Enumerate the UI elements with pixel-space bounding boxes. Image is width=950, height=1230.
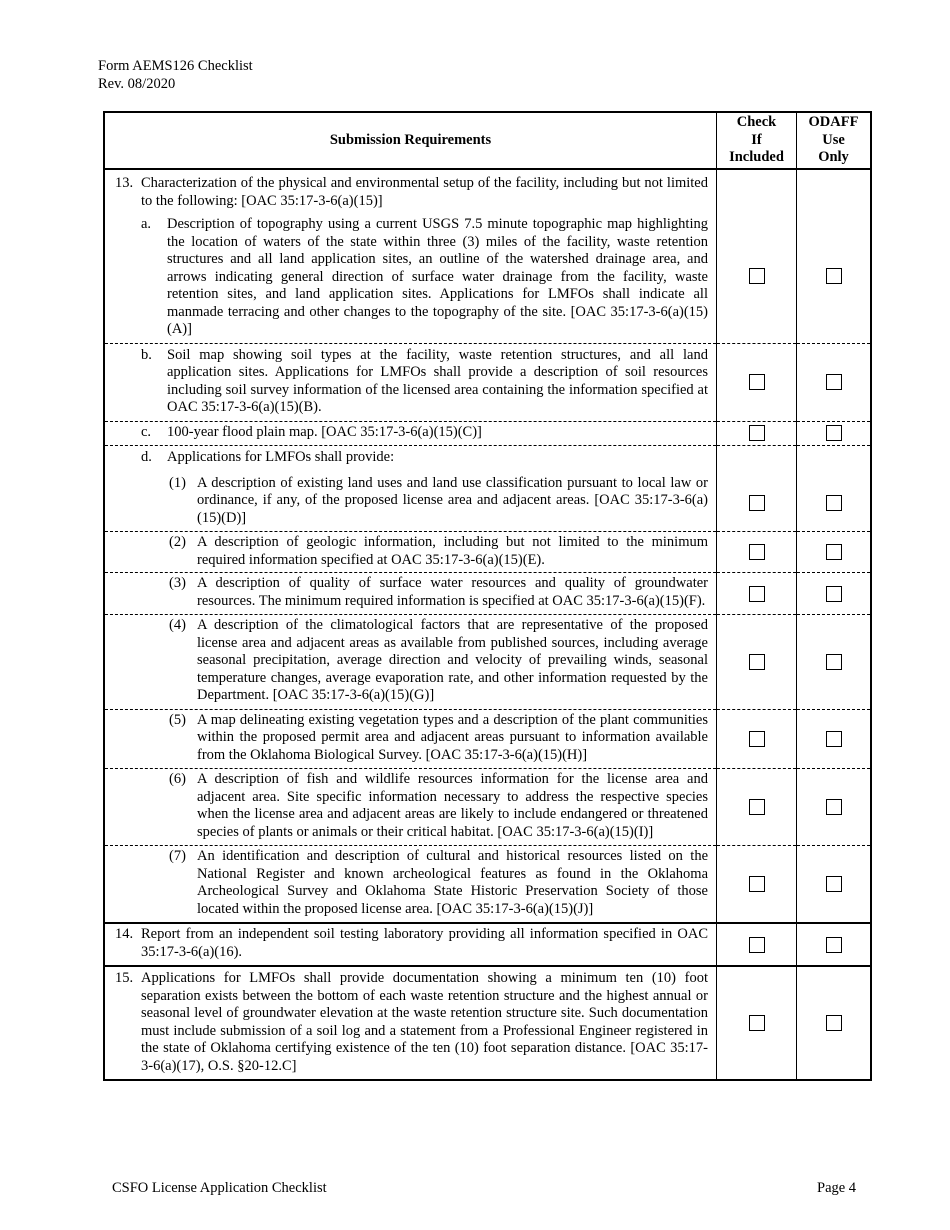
odaff-13d1-checkbox[interactable] [826,495,842,511]
footer-title: CSFO License Application Checklist [112,1180,327,1196]
check-included-13a-checkbox[interactable] [749,268,765,284]
odaff-13d3-checkbox[interactable] [826,586,842,602]
item-13d-4: (4) A description of the climatological factors that are representative of the proposed license area and adjacent areas as available from published sources, including average seasonal precipitation, average direction and velocity of prevailing winds, seasonal temperature changes, average evaporation rate, and other information requested by the Department. [OAC 35:17-3-6(a)(15)(G)] [169,617,708,703]
item-13d-5: (5) A map delineating existing vegetation types and a description of the plant communities within the proposed permit area and adjacent areas pursuant to information available from the Oklahoma Biological Survey. [OAC 35:17-3-6(a)(15)(H)] [169,711,708,763]
check-included-13d5-checkbox[interactable] [749,731,765,747]
item-13d: d. Applications for LMFOs shall provide: [141,449,395,465]
odaff-13d6-checkbox[interactable] [826,799,842,815]
table-row [104,169,871,343]
check-included-13d6-checkbox[interactable] [749,799,765,815]
item-13: 13. Characterization of the physical and environmental setup of the facility, including but not limited to the following: [OAC 35:17-3-6(a)(15)] [115,175,708,209]
check-included-15-checkbox[interactable] [749,1015,765,1031]
odaff-13a-checkbox[interactable] [826,268,842,284]
table-row [104,846,871,924]
item-14: 14. Report from an independent soil testing laboratory providing all information specified in OAC 35:17-3-6(a)(16). [115,926,708,960]
form-id: Form AEMS126 Checklist [98,58,253,74]
item-13d-7: (7) An identification and description of cultural and historical resources listed on the National Register and known archeological features as found in the Oklahoma Archeological Survey and Oklahoma State Historic Preservation Society of those located within the proposed license area. [OAC 35:17-3-6(a)(15)(J)] [169,848,708,917]
item-13d-2: (2) A description of geologic information, including but not limited to the minimum required information specified at OAC 35:17-3-6(a)(15)(E). [169,534,708,568]
item-13d-6: (6) A description of fish and wildlife resources information for the license area and adjacent area. Site specific information necessary to address the respective species when the license area and adjacent areas are likely to include endangered or threatened species of plants or animals or their critical habitat. [OAC 35:17-3-6(a)(15)(I)] [169,771,708,840]
odaff-13d7-checkbox[interactable] [826,876,842,892]
check-included-13d3-checkbox[interactable] [749,586,765,602]
table-row [104,343,871,421]
table-row [104,532,871,573]
page-number: Page 4 [817,1180,857,1196]
check-included-13d4-checkbox[interactable] [749,654,765,670]
check-included-13d1-checkbox[interactable] [749,495,765,511]
check-included-13c-checkbox[interactable] [749,425,765,441]
table-row [104,709,871,769]
table-row [104,966,871,1080]
odaff-13d4-checkbox[interactable] [826,654,842,670]
check-if-included-header: Check If Included [717,112,797,169]
item-13d-3: (3) A description of quality of surface water resources and quality of groundwater resources. The minimum required information is specified at OAC 35:17-3-6(a)(15)(F). [169,575,708,609]
item-13c: c. 100-year flood plain map. [OAC 35:17-3-6(a)(15)(C)] [141,423,482,440]
item-13d-1: (1) A description of existing land uses and land use classification pursuant to local law or ordinance, if any, of the proposed license area and adjacent areas. [OAC 35:17-3-6(a)(15)(D)] [169,474,708,526]
table-row [104,421,871,446]
odaff-14-checkbox[interactable] [826,937,842,953]
item-13b: b. Soil map showing soil types at the facility, waste retention structures, and all land application sites. Applications for LMFOs shall provide a description of soil resources including soil survey information of the licensed area containing the information specified at OAC 35:17-3-6(a)(15)(B). [141,346,708,415]
table-row [104,573,871,615]
table-header-row [104,112,871,169]
form-revision: Rev. 08/2020 [98,76,176,92]
requirements-table [103,111,872,1081]
check-included-13d7-checkbox[interactable] [749,876,765,892]
odaff-13b-checkbox[interactable] [826,374,842,390]
check-included-13b-checkbox[interactable] [749,374,765,390]
odaff-15-checkbox[interactable] [826,1015,842,1031]
table-row [104,446,871,532]
form-header [98,57,253,93]
table-row [104,615,871,710]
odaff-13d2-checkbox[interactable] [826,544,842,560]
odaff-13d5-checkbox[interactable] [826,731,842,747]
item-15: 15. Applications for LMFOs shall provide documentation showing a minimum ten (10) foot separation exists between the bottom of each waste retention structure and the highest annual or seasonal level of groundwater elevation at the waste retention structure site. Such documentation must include submission of a soil log and a statement from a Professional Engineer registered in the state of Oklahoma certifying existence of the ten (10) foot separation distance. [OAC 35:17-3-6(a)(17), O.S. §20-12.C] [115,970,708,1074]
check-included-14-checkbox[interactable] [749,937,765,953]
check-included-13d2-checkbox[interactable] [749,544,765,560]
table-row [104,769,871,846]
odaff-13c-checkbox[interactable] [826,425,842,441]
item-13-cell [104,169,717,343]
table-row [104,923,871,966]
item-13a: a. Description of topography using a current USGS 7.5 minute topographic map highlighting the location of waters of the state within three (3) miles of the facility, waste retention structures and all land application sites, an outline of the watershed drainage area, and arrows indicating general direction of surface water drainage from the facility, waste retention sites, and land application sites. Applications for LMFOs shall indicate all manmade terracing and other changes to the topography of the site. [OAC 35:17-3-6(a)(15)(A)] [141,216,708,337]
submission-requirements-header: Submission Requirements [104,112,717,169]
odaff-use-only-header: ODAFF Use Only [797,112,872,169]
